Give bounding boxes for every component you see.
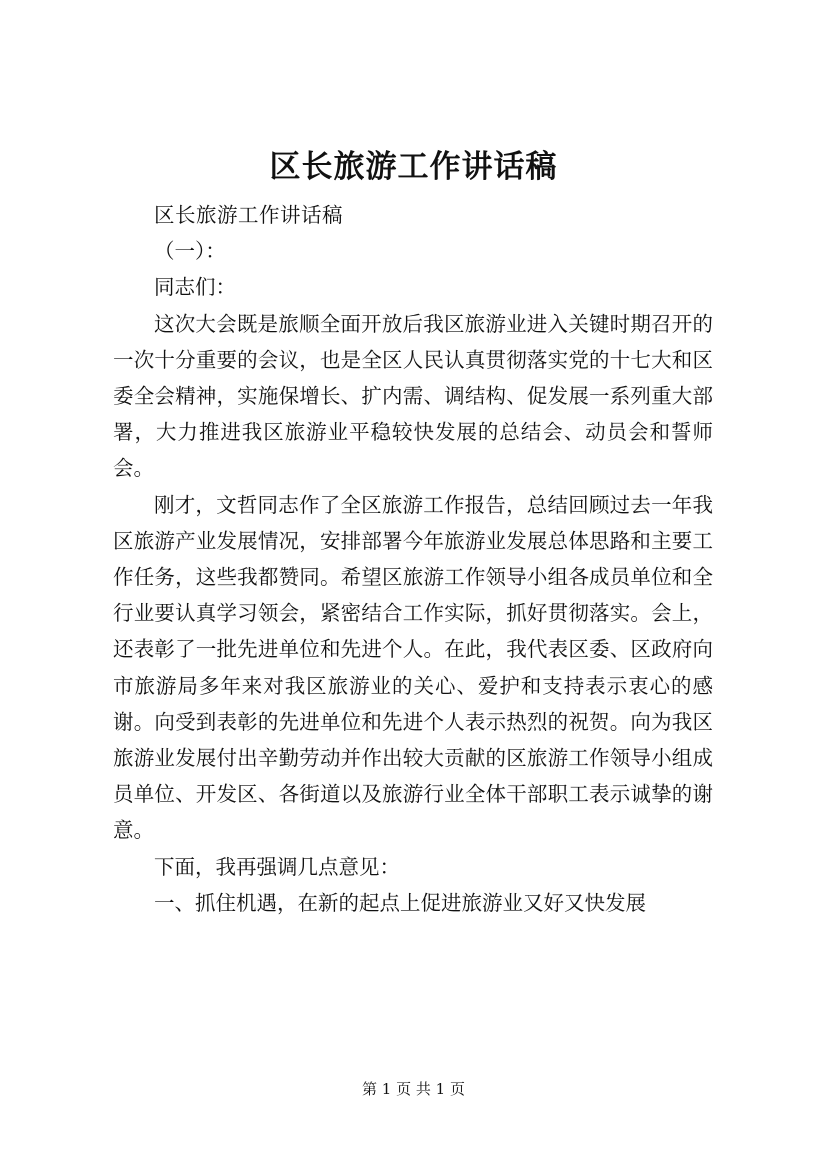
document-body	[113, 197, 713, 921]
paragraph-subtitle: 区长旅游工作讲话稿	[154, 203, 343, 227]
paragraph-section-marker: （一）：	[154, 239, 226, 264]
document-title: 区长旅游工作讲话稿	[269, 149, 558, 185]
paragraph-salutation: 同志们：	[154, 275, 236, 300]
paragraph-body: 下面，我再强调几点意见：	[154, 854, 400, 879]
paragraph-body: 这次大会既是旅顺全面开放后我区旅游业进入关键时期召开的一次十分重要的会议，也是全区人民认真贯彻落实党的十七大和区委全会精神，实施保增长、扩内需、调结构、促发展一系列重大部署，大力推进我区旅游业平稳较快发展的总结会、动员会和誓师会。	[113, 311, 713, 481]
page-footer: 第 1 页 共 1 页	[362, 1080, 465, 1098]
paragraph-heading: 一、抓住机遇，在新的起点上促进旅游业又好又快发展	[154, 890, 646, 915]
paragraph-body: 刚才，文哲同志作了全区旅游工作报告，总结回顾过去一年我区旅游产业发展情况，安排部署今年旅游业发展总体思路和主要工作任务，这些我都赞同。希望区旅游工作领导小组各成员单位和全行业要认真学习领会，紧密结合工作实际，抓好贯彻落实。会上，还表彰了一批先进单位和先进个人。在此，我代表区委、区政府向市旅游局多年来对我区旅游业的关心、爱护和支持表示衷心的感谢。向受到表彰的先进单位和先进个人表示热烈的祝贺。向为我区旅游业发展付出辛勤劳动并作出较大贡献的区旅游工作领导小组成员单位、开发区、各街道以及旅游行业全体干部职工表示诚挚的谢意。	[113, 492, 713, 843]
